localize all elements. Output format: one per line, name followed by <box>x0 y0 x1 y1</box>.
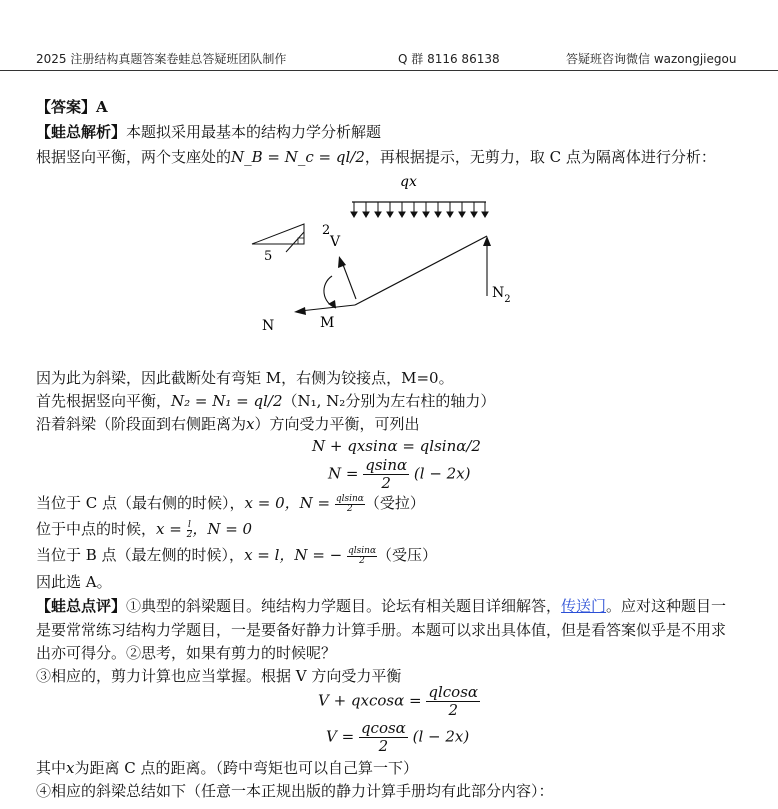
body-line2-eq: N₂ = N₁ = ql/2 <box>171 392 283 410</box>
body-line3-x: x <box>246 415 255 433</box>
review-line3: 出亦可得分。②思考，如果有剪力的时候呢？ <box>36 644 337 662</box>
review-line6: ④相应的斜梁总结如下（任意一本正规出版的静力计算手册均有此部分内容）： <box>36 782 554 800</box>
review-line2: 是要常常练习结构力学题目，一是要备好静力计算手册。本题可以求出具体值，但是看答案似乎是不用求 <box>36 621 727 639</box>
case-c-post: （受拉） <box>364 494 425 512</box>
body-line2-pre: 首先根据竖向平衡， <box>36 392 172 410</box>
axial-n-arrow <box>300 305 355 311</box>
moment-m-arrowhead <box>328 300 336 308</box>
equation-3 <box>318 684 480 719</box>
review-text-b: 。应对这种题目一 <box>606 597 727 615</box>
distributed-load-arrows <box>351 202 488 217</box>
inclined-beam <box>355 236 487 305</box>
equation-2-denominator: 2 <box>381 474 391 492</box>
case-c-numerator: qlsinα <box>335 493 364 504</box>
header-left: 2025 注册结构真题答案卷蛙总答疑班团队制作 <box>36 52 287 66</box>
shear-v-arrowhead <box>338 256 346 268</box>
equation-4-denominator: 2 <box>378 737 389 755</box>
case-mid-x: x = <box>156 520 182 538</box>
body-line3 <box>36 414 420 434</box>
case-mid-numerator: l <box>188 519 191 530</box>
analysis-line2-pre: 根据竖向平衡，两个支座处的 <box>36 148 232 166</box>
answer-value: A <box>96 98 108 116</box>
case-c-denominator: 2 <box>347 503 353 514</box>
equation-1: N + qxsinα = qlsinα/2 <box>312 437 481 455</box>
review-line1 <box>36 596 726 616</box>
case-b-eq: x = l，N = − <box>244 546 343 564</box>
slope-run: 5 <box>264 249 273 264</box>
body-line3-post: ）方向受力平衡，可列出 <box>254 415 420 433</box>
equation-2-lhs: N = <box>328 464 359 483</box>
equation-3-numerator: qlcosα <box>428 683 479 701</box>
header-middle: Q 群 8116 86138 <box>398 52 500 66</box>
axial-n-label: N <box>262 318 275 334</box>
review-line4: ③相应的，剪力计算也应当掌握。根据 V 方向受力平衡 <box>36 667 402 685</box>
right-angle-mark <box>298 238 304 244</box>
equation-2-fraction <box>363 457 409 492</box>
case-c-pre: 当位于 C 点（最右侧的时候）， <box>36 494 245 512</box>
case-mid-denominator: 2 <box>186 529 193 540</box>
moment-m-label: M <box>320 315 335 331</box>
shear-v-arrow <box>342 262 356 299</box>
equation-2 <box>328 457 471 492</box>
review-text-a: ①典型的斜梁题目。纯结构力学题目。论坛有相关题目详细解答， <box>126 597 562 615</box>
equation-4-numerator: qcosα <box>360 719 406 737</box>
answer-label: 【答案】 <box>36 98 97 116</box>
case-b-post: （受压） <box>377 546 438 564</box>
body-line3-pre: 沿着斜梁（阶段面到右侧距离为 <box>36 415 247 433</box>
equation-3-lhs: V + qxcosα = <box>318 691 422 710</box>
analysis-text: 本题拟采用最基本的结构力学分析解题 <box>126 123 382 141</box>
case-c-fraction <box>335 495 365 514</box>
case-mid-post: ，N = 0 <box>192 520 253 538</box>
case-b <box>36 545 437 566</box>
conclusion: 因此选 A。 <box>36 573 112 591</box>
load-label: qx <box>400 174 417 190</box>
equation-4 <box>326 720 469 755</box>
review-line5 <box>36 758 418 778</box>
answer-line <box>36 97 108 117</box>
review-line5-post: 为距离 C 点的距离。（跨中弯矩也可以自己算一下） <box>74 759 418 777</box>
case-b-denominator: 2 <box>359 555 365 566</box>
equation-4-lhs: V = <box>326 727 355 746</box>
analysis-line2 <box>36 147 716 167</box>
page-header <box>0 0 778 71</box>
case-mid <box>36 519 252 540</box>
case-b-numerator: qlsinα <box>348 545 377 556</box>
equation-2-rhs: (l − 2x) <box>413 464 471 483</box>
slope-rise: 2 <box>322 223 331 238</box>
case-b-pre: 当位于 B 点（最左侧的时候）， <box>36 546 245 564</box>
analysis-label: 【蛙总解析】 <box>36 123 127 141</box>
review-line5-pre: 其中 <box>36 759 67 777</box>
body-line2-post: （N₁, N₂分别为左右柱的轴力） <box>282 392 496 410</box>
slope-hatch <box>286 232 304 252</box>
axial-n-arrowhead <box>294 307 306 315</box>
body-line2 <box>36 391 495 411</box>
equation-2-numerator: qsinα <box>365 456 408 474</box>
review-label: 【蛙总点评】 <box>36 597 127 615</box>
shear-v-label: V <box>330 234 341 250</box>
analysis-line <box>36 122 381 142</box>
case-c-eq: x = 0，N = <box>244 494 331 512</box>
equation-3-fraction <box>426 684 480 719</box>
analysis-line2-eq: N_B = N_c = ql/2 <box>231 148 365 166</box>
portal-link[interactable]: 传送门 <box>561 597 607 615</box>
equation-4-rhs: (l − 2x) <box>412 727 470 746</box>
reaction-n2-label: $N_2$ <box>492 285 511 305</box>
free-body-diagram <box>240 172 530 342</box>
equation-4-fraction <box>359 720 408 755</box>
case-b-fraction <box>347 547 377 566</box>
body-line1: 因为此为斜梁，因此截断处有弯矩 M，右侧为铰接点，M=0。 <box>36 369 454 387</box>
header-right: 答疑班咨询微信 wazongjiegou <box>566 52 737 66</box>
analysis-line2-post: ，再根据提示，无剪力，取 C 点为隔离体进行分析： <box>364 148 716 166</box>
equation-3-denominator: 2 <box>448 701 458 719</box>
case-c <box>36 493 425 514</box>
case-mid-pre: 位于中点的时候， <box>36 520 157 538</box>
review-line5-x: x <box>66 759 75 777</box>
